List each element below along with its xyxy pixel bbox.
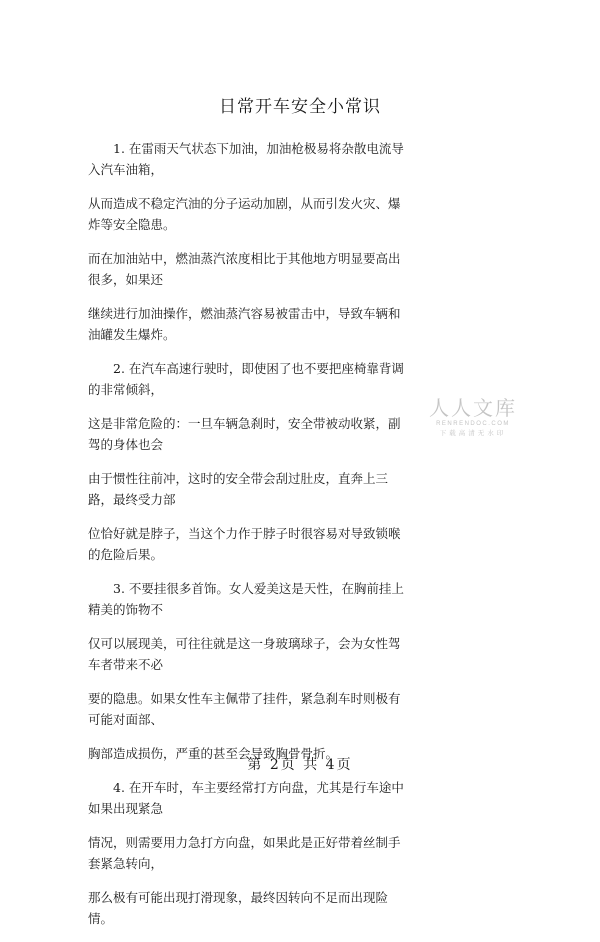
paragraph: 这是非常危险的：一旦车辆急刹时，安全带被动收紧，副驾的身体也会: [88, 416, 401, 452]
page-number-footer: 第 2页 共 4页: [247, 757, 353, 773]
paragraph: 要的隐患。如果女性车主佩带了挂件，紧急刹车时则极有可能对面部、: [88, 691, 401, 727]
paragraph: 而在加油站中，燃油蒸汽浓度相比于其他地方明显要高出很多，如果还: [88, 251, 401, 287]
paragraph: 位恰好就是脖子，当这个力作于脖子时很容易对导致锁喉的危险后果。: [88, 526, 401, 562]
paragraph: 情况，则需要用力急打方向盘，如果此是正好带着丝制手套紧急转向，: [88, 835, 401, 871]
paragraph: 仅可以展现美，可往往就是这一身玻璃球子，会为女性驾车者带来不必: [88, 636, 401, 672]
paragraph: 继续进行加油操作，燃油蒸汽容易被雷击中，导致车辆和油罐发生爆炸。: [88, 306, 401, 342]
paragraph: 从而造成不稳定汽油的分子运动加剧，从而引发火灾、爆炸等安全隐患。: [88, 196, 401, 232]
paragraph: 1. 在雷雨天气状态下加油，加油枪极易将杂散电流导入汽车油箱，: [88, 141, 404, 177]
paragraph: 3. 不要挂很多首饰。女人爱美这是天性，在胸前挂上精美的饰物不: [88, 581, 404, 617]
paragraph: 4. 在开车时，车主要经常打方向盘，尤其是行车途中如果出现紧急: [88, 780, 404, 816]
paragraph: 由于惯性往前冲，这时的安全带会刮过肚皮，直奔上三路，最终受力部: [88, 471, 389, 507]
watermark-sub-text: 下载高清无水印: [439, 429, 507, 437]
document-title: 日常开车安全小常识: [219, 97, 381, 117]
document-body: [88, 138, 406, 942]
watermark-logo: [418, 392, 528, 437]
watermark-url-text: RENRENDOC.COM: [436, 421, 510, 427]
paragraph: 那么极有可能出现打滑现象，最终因转向不足而出现险情。: [88, 890, 389, 926]
paragraph: 2. 在汽车高速行驶时，即使困了也不要把座椅靠背调的非常倾斜，: [88, 361, 404, 397]
watermark-main-text: 人人文库: [429, 396, 517, 420]
paragraph: 胸部造成损伤，严重的甚至会导致胸骨骨折。: [88, 746, 339, 761]
